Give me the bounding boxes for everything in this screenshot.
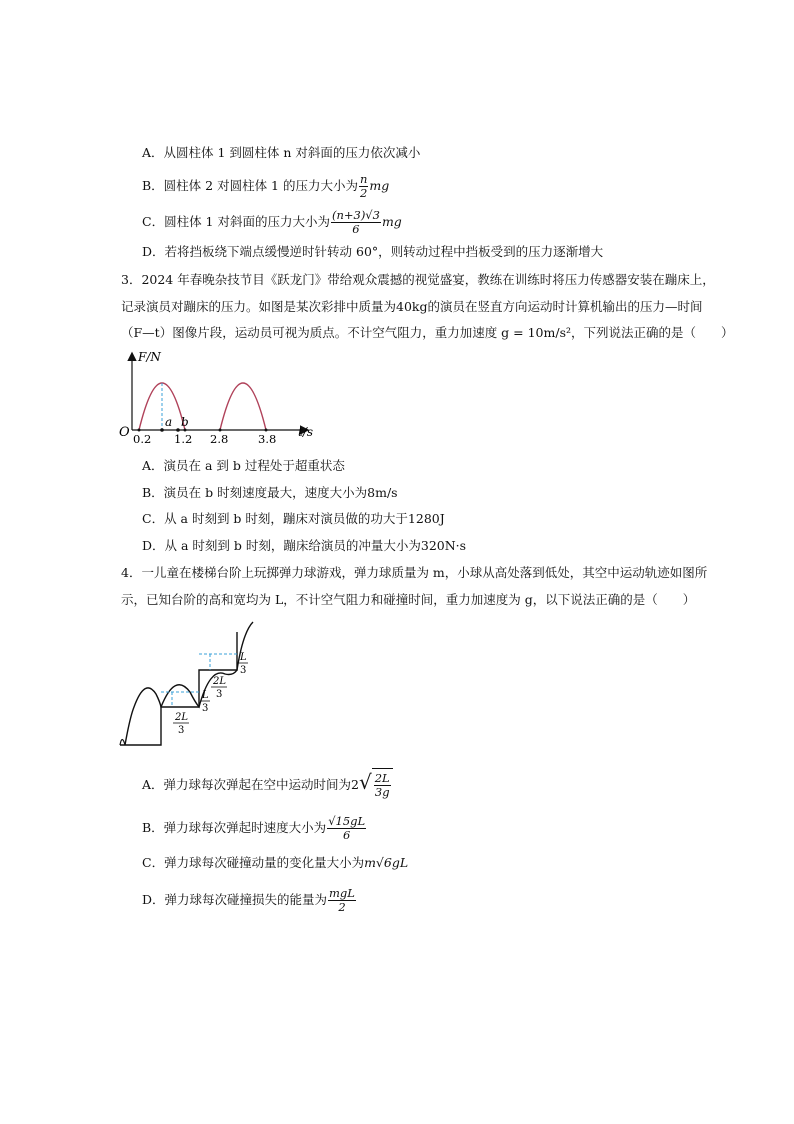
- svg-text:3: 3: [202, 703, 209, 714]
- origin-label: O: [119, 425, 130, 440]
- q2-option-b: [142, 172, 389, 200]
- fraction-denominator: 6: [343, 828, 351, 842]
- q3-force-time-graph: [115, 348, 325, 444]
- q3-option-d: D．从 a 时刻到 b 时刻，蹦床给演员的冲量大小为320N·s: [142, 538, 467, 553]
- svg-text:3: 3: [216, 689, 223, 700]
- q2-option-c-fraction: [331, 209, 381, 236]
- q3-stem-line1: 3．2024 年春晚杂技节目《跃龙门》带给观众震撼的视觉盛宴，教练在训练时将压力传感器安装在蹦床上，: [121, 272, 715, 287]
- fraction-numerator: (n+3)√3: [331, 208, 380, 222]
- q4-option-a-coefficient: 2: [351, 777, 359, 792]
- label-l3-lower: [200, 690, 210, 714]
- fraction-numerator: n: [360, 172, 368, 186]
- fraction-denominator: 6: [352, 222, 360, 236]
- q2-option-c-unit: mg: [381, 214, 402, 229]
- svg-text:L: L: [240, 652, 247, 663]
- q4-option-d-fraction: [328, 887, 356, 914]
- q4-staircase-figure: [115, 612, 255, 752]
- q4-option-b-text: B．弹力球每次弹起时速度大小为: [142, 820, 327, 835]
- label-l3-upper: [238, 652, 248, 676]
- sqrt-sign-icon: √: [358, 770, 372, 794]
- svg-text:3: 3: [240, 665, 247, 676]
- q4-option-a-text: A．弹力球每次弹起在空中运动时间为: [142, 777, 352, 792]
- svg-text:3: 3: [178, 725, 185, 736]
- q2-option-b-text: B．圆柱体 2 对圆柱体 1 的压力大小为: [142, 178, 358, 193]
- tick-label-2-8: 2.8: [210, 432, 229, 444]
- q3-option-a: A．演员在 a 到 b 过程处于超重状态: [142, 458, 345, 473]
- svg-text:2L: 2L: [175, 712, 189, 723]
- q4-option-c-value: m√6gL: [364, 855, 409, 870]
- point-a-label: a: [165, 415, 173, 429]
- tick-label-3-8: 3.8: [258, 432, 277, 444]
- x-axis-label: t/s: [298, 425, 314, 439]
- point-b-label: b: [181, 415, 189, 429]
- q2-option-a: A．从圆柱体 1 到圆柱体 n 对斜面的压力依次减小: [142, 145, 421, 160]
- label-2l3-upper: [211, 676, 227, 700]
- svg-text:L: L: [202, 690, 209, 701]
- q4-option-c: [142, 853, 408, 873]
- point-a: [160, 428, 164, 432]
- q2-option-d: D．若将挡板绕下端点缓慢逆时针转动 60°，则转动过程中挡板受到的压力逐渐增大: [142, 244, 604, 259]
- q4-option-c-text: C．弹力球每次碰撞动量的变化量大小为: [142, 855, 365, 870]
- q4-option-d: [142, 885, 357, 915]
- y-axis-label: F/N: [138, 350, 161, 364]
- q4-stem-line2: 示，已知台阶的高和宽均为 L，不计空气阻力和碰撞时间，重力加速度为 g，以下说法正确的是（ ）: [121, 592, 696, 607]
- ball-trajectory-start: [120, 740, 125, 746]
- fraction-denominator: 3g: [374, 785, 390, 799]
- fraction-numerator: mgL: [329, 886, 355, 900]
- ball-trajectory: [125, 622, 253, 745]
- q2-option-b-fraction: [359, 173, 368, 200]
- q4-stem-line1: 4．一儿童在楼梯台阶上玩掷弹力球游戏，弹力球质量为 m，小球从高处落到低处，其空中运动轨迹如图所: [121, 565, 708, 580]
- fraction-denominator: 2: [360, 186, 368, 200]
- q3-option-c: C．从 a 时刻到 b 时刻，蹦床对演员做的功大于1280J: [142, 511, 445, 526]
- q3-stem-line2: 记录演员对蹦床的压力。如图是某次彩排中质量为40kg的演员在竖直方向运动时计算机输出的压力—时间: [121, 299, 703, 314]
- q4-option-a: [142, 766, 393, 801]
- q2-option-b-unit: mg: [369, 178, 390, 193]
- q4-option-a-radicand: [372, 768, 393, 801]
- q3-stem-line3: （F—t）图像片段，运动员可视为质点。不计空气阻力，重力加速度 g = 10m/s²，下列说法正确的是（ ）: [121, 325, 734, 340]
- fraction-numerator: 2L: [374, 771, 390, 785]
- fraction-denominator: 2: [338, 900, 346, 914]
- force-curve-2: [220, 383, 266, 430]
- q2-option-c: [142, 208, 402, 236]
- svg-text:2L: 2L: [213, 676, 227, 687]
- q4-option-b-fraction: [327, 815, 366, 842]
- q3-option-b: B．演员在 b 时刻速度最大，速度大小为8m/s: [142, 485, 398, 500]
- q4-option-b: [142, 813, 367, 843]
- q2-option-c-text: C．圆柱体 1 对斜面的压力大小为: [142, 214, 330, 229]
- fraction-numerator: √15gL: [328, 814, 366, 828]
- tick-label-0-2: 0.2: [133, 432, 152, 444]
- label-2l3-lower: [173, 712, 189, 736]
- q4-option-d-text: D．弹力球每次碰撞损失的能量为: [142, 892, 328, 907]
- tick-label-1-2: 1.2: [174, 432, 193, 444]
